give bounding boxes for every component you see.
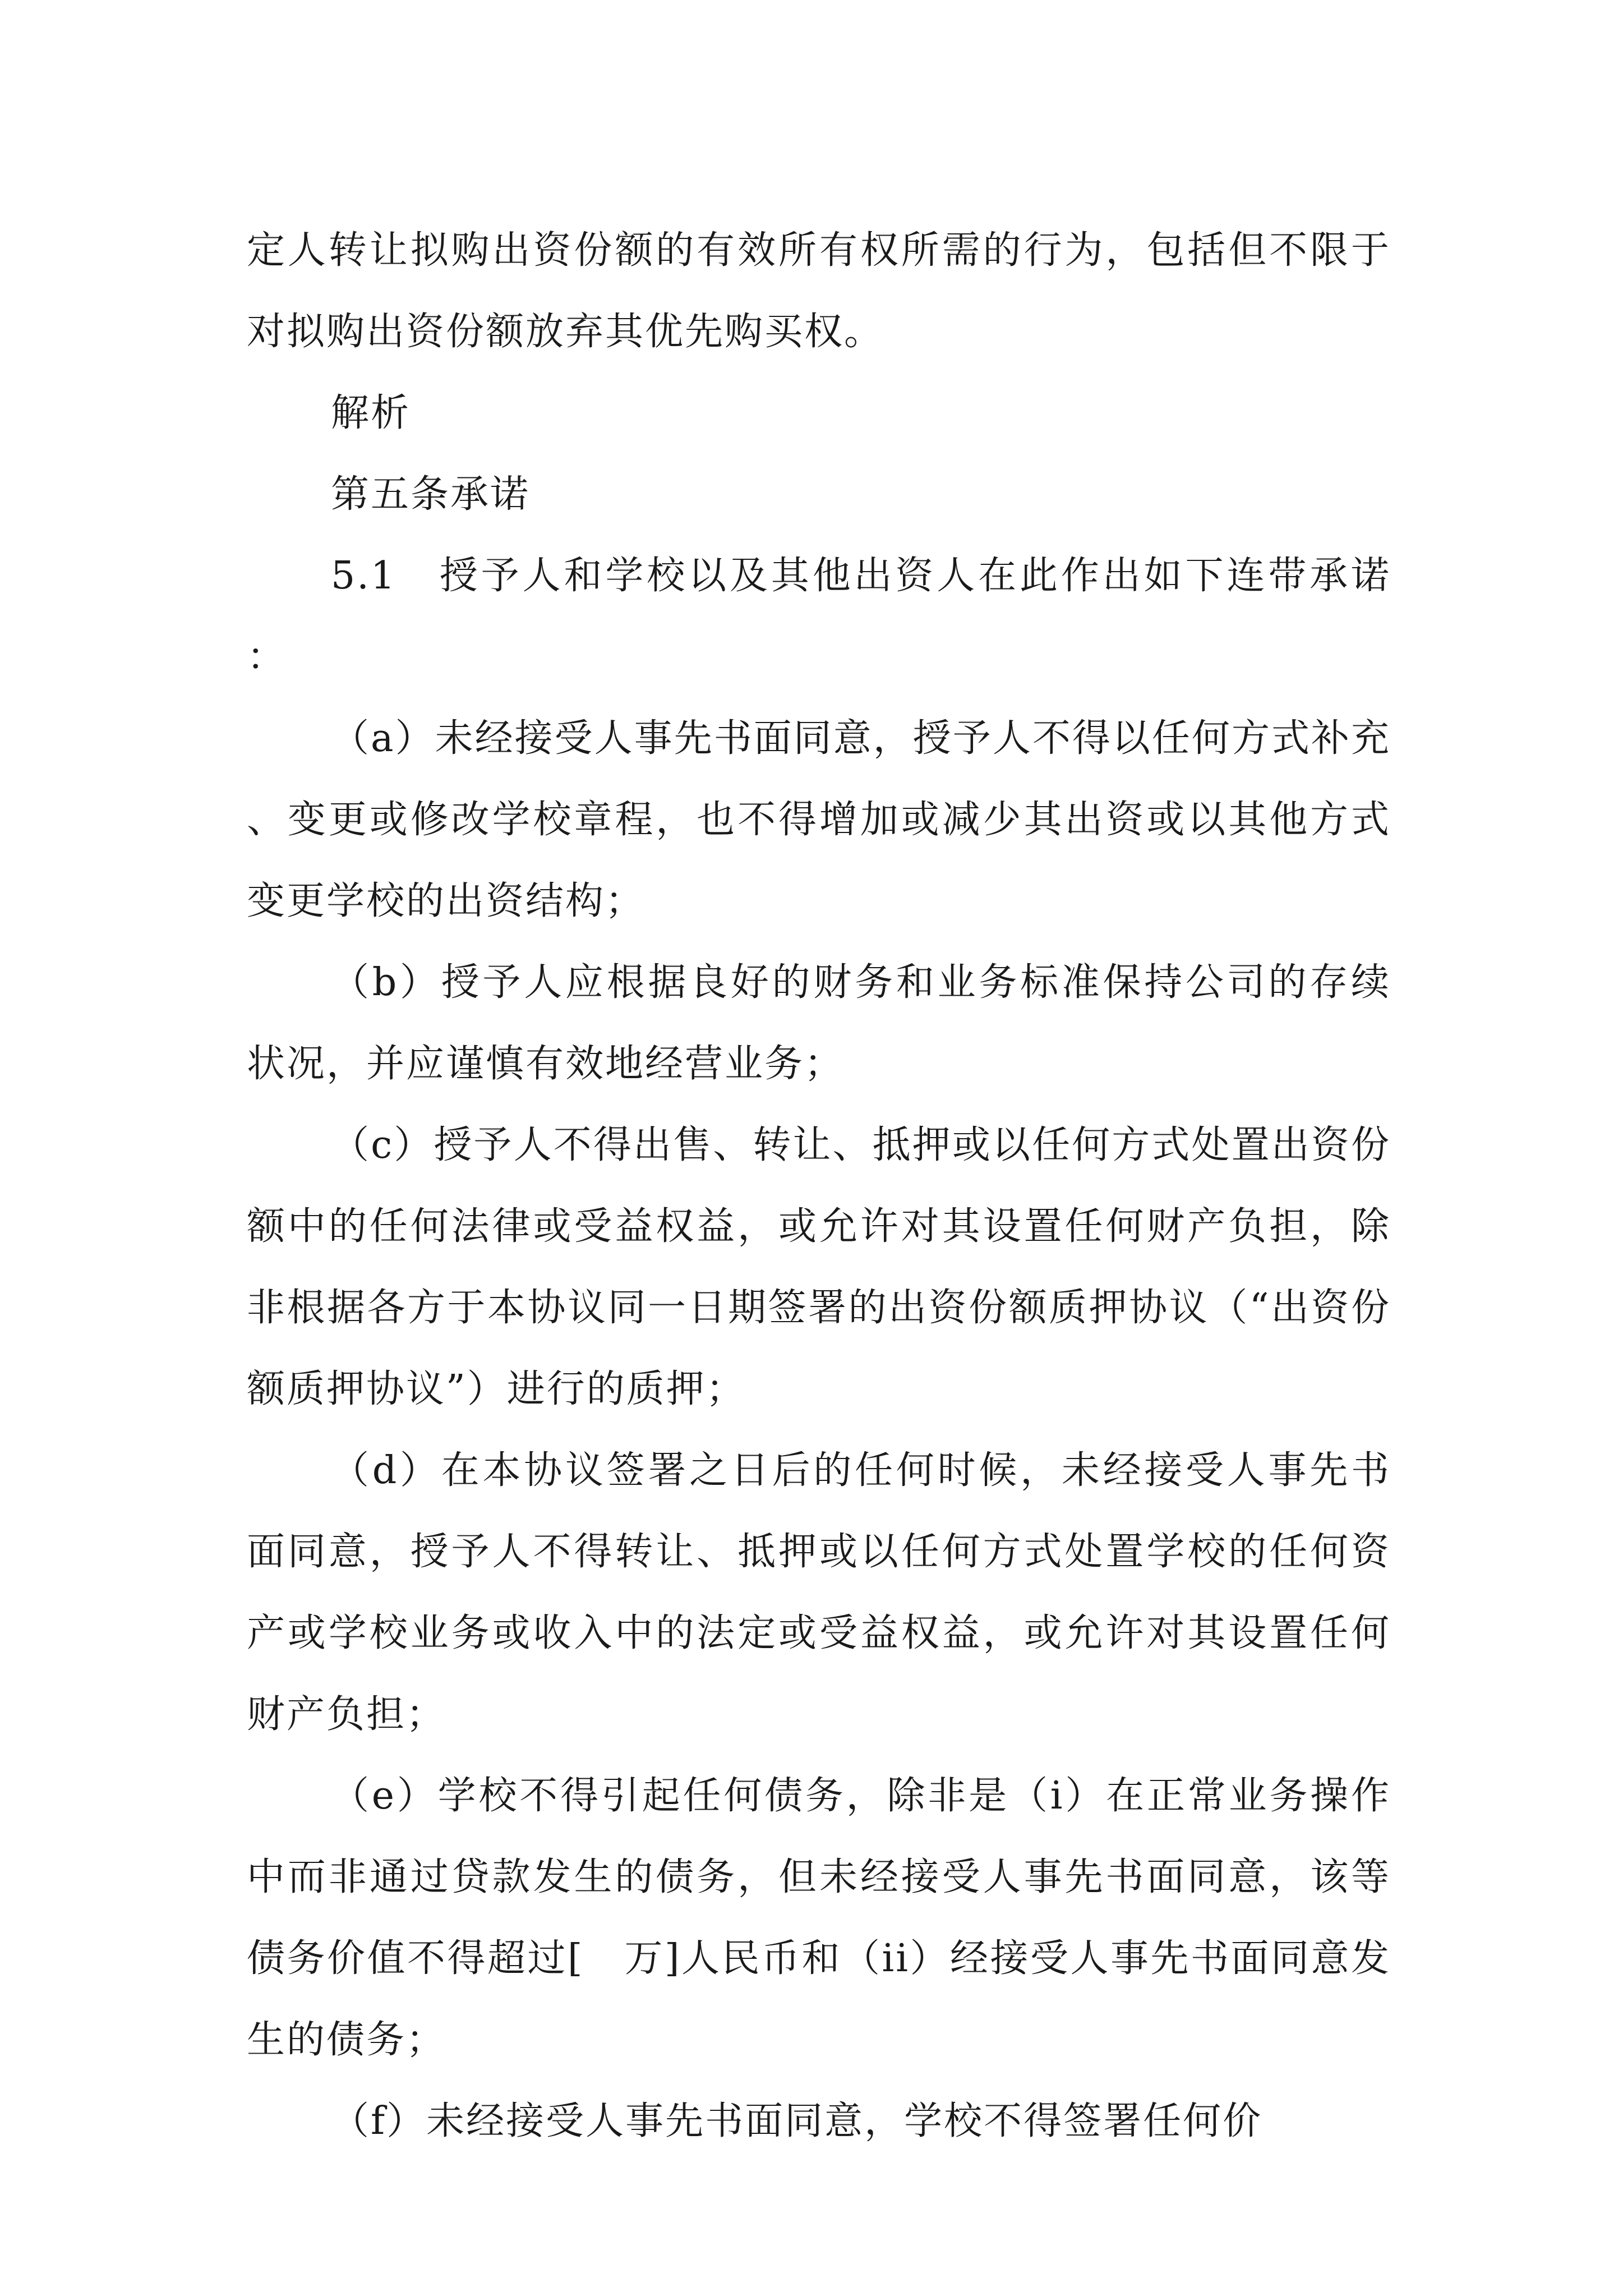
paragraph-c: （c）授予人不得出售、转让、抵押或以任何方式处置出资份额中的任何法律或受益权益，或允许对其设置任何财产负担，除非根据各方于本协议同一日期签署的出资份额质押协议（“出资份额质押协议”）进行的质押；	[247, 1123, 1391, 1411]
paragraph-e: （e）学校不得引起任何债务，除非是（i）在正常业务操作中而非通过贷款发生的债务，但未经接受人事先书面同意，该等债务价值不得超过[ 万]人民币和（ii）经接受人事先书面同意发生的债务；	[247, 1774, 1391, 2062]
heading-analysis: 解析	[331, 391, 411, 435]
paragraph-a: （a）未经接受人事先书面同意，授予人不得以任何方式补充、变更或修改学校章程，也不得增加或减少其出资或以其他方式变更学校的出资结构；	[247, 716, 1391, 923]
paragraph-d: （d）在本协议签署之日后的任何时候，未经接受人事先书面同意，授予人不得转让、抵押或以任何方式处置学校的任何资产或学校业务或收入中的法定或受益权益，或允许对其设置任何财产负担；	[247, 1448, 1391, 1737]
heading-article-5: 第五条承诺	[331, 472, 531, 517]
paragraph-5-1: 5.1 授予人和学校以及其他出资人在此作出如下连带承诺：	[247, 554, 1391, 679]
paragraph-f: （f）未经接受人事先书面同意，学校不得签署任何价	[331, 2099, 1263, 2143]
paragraph-b: （b）授予人应根据良好的财务和业务标准保持公司的存续状况，并应谨慎有效地经营业务；	[247, 960, 1391, 1086]
paragraph-continuation: 定人转让拟购出资份额的有效所有权所需的行为，包括但不限于对拟购出资份额放弃其优先购买权。	[247, 228, 1391, 354]
document-body	[247, 210, 1391, 2162]
